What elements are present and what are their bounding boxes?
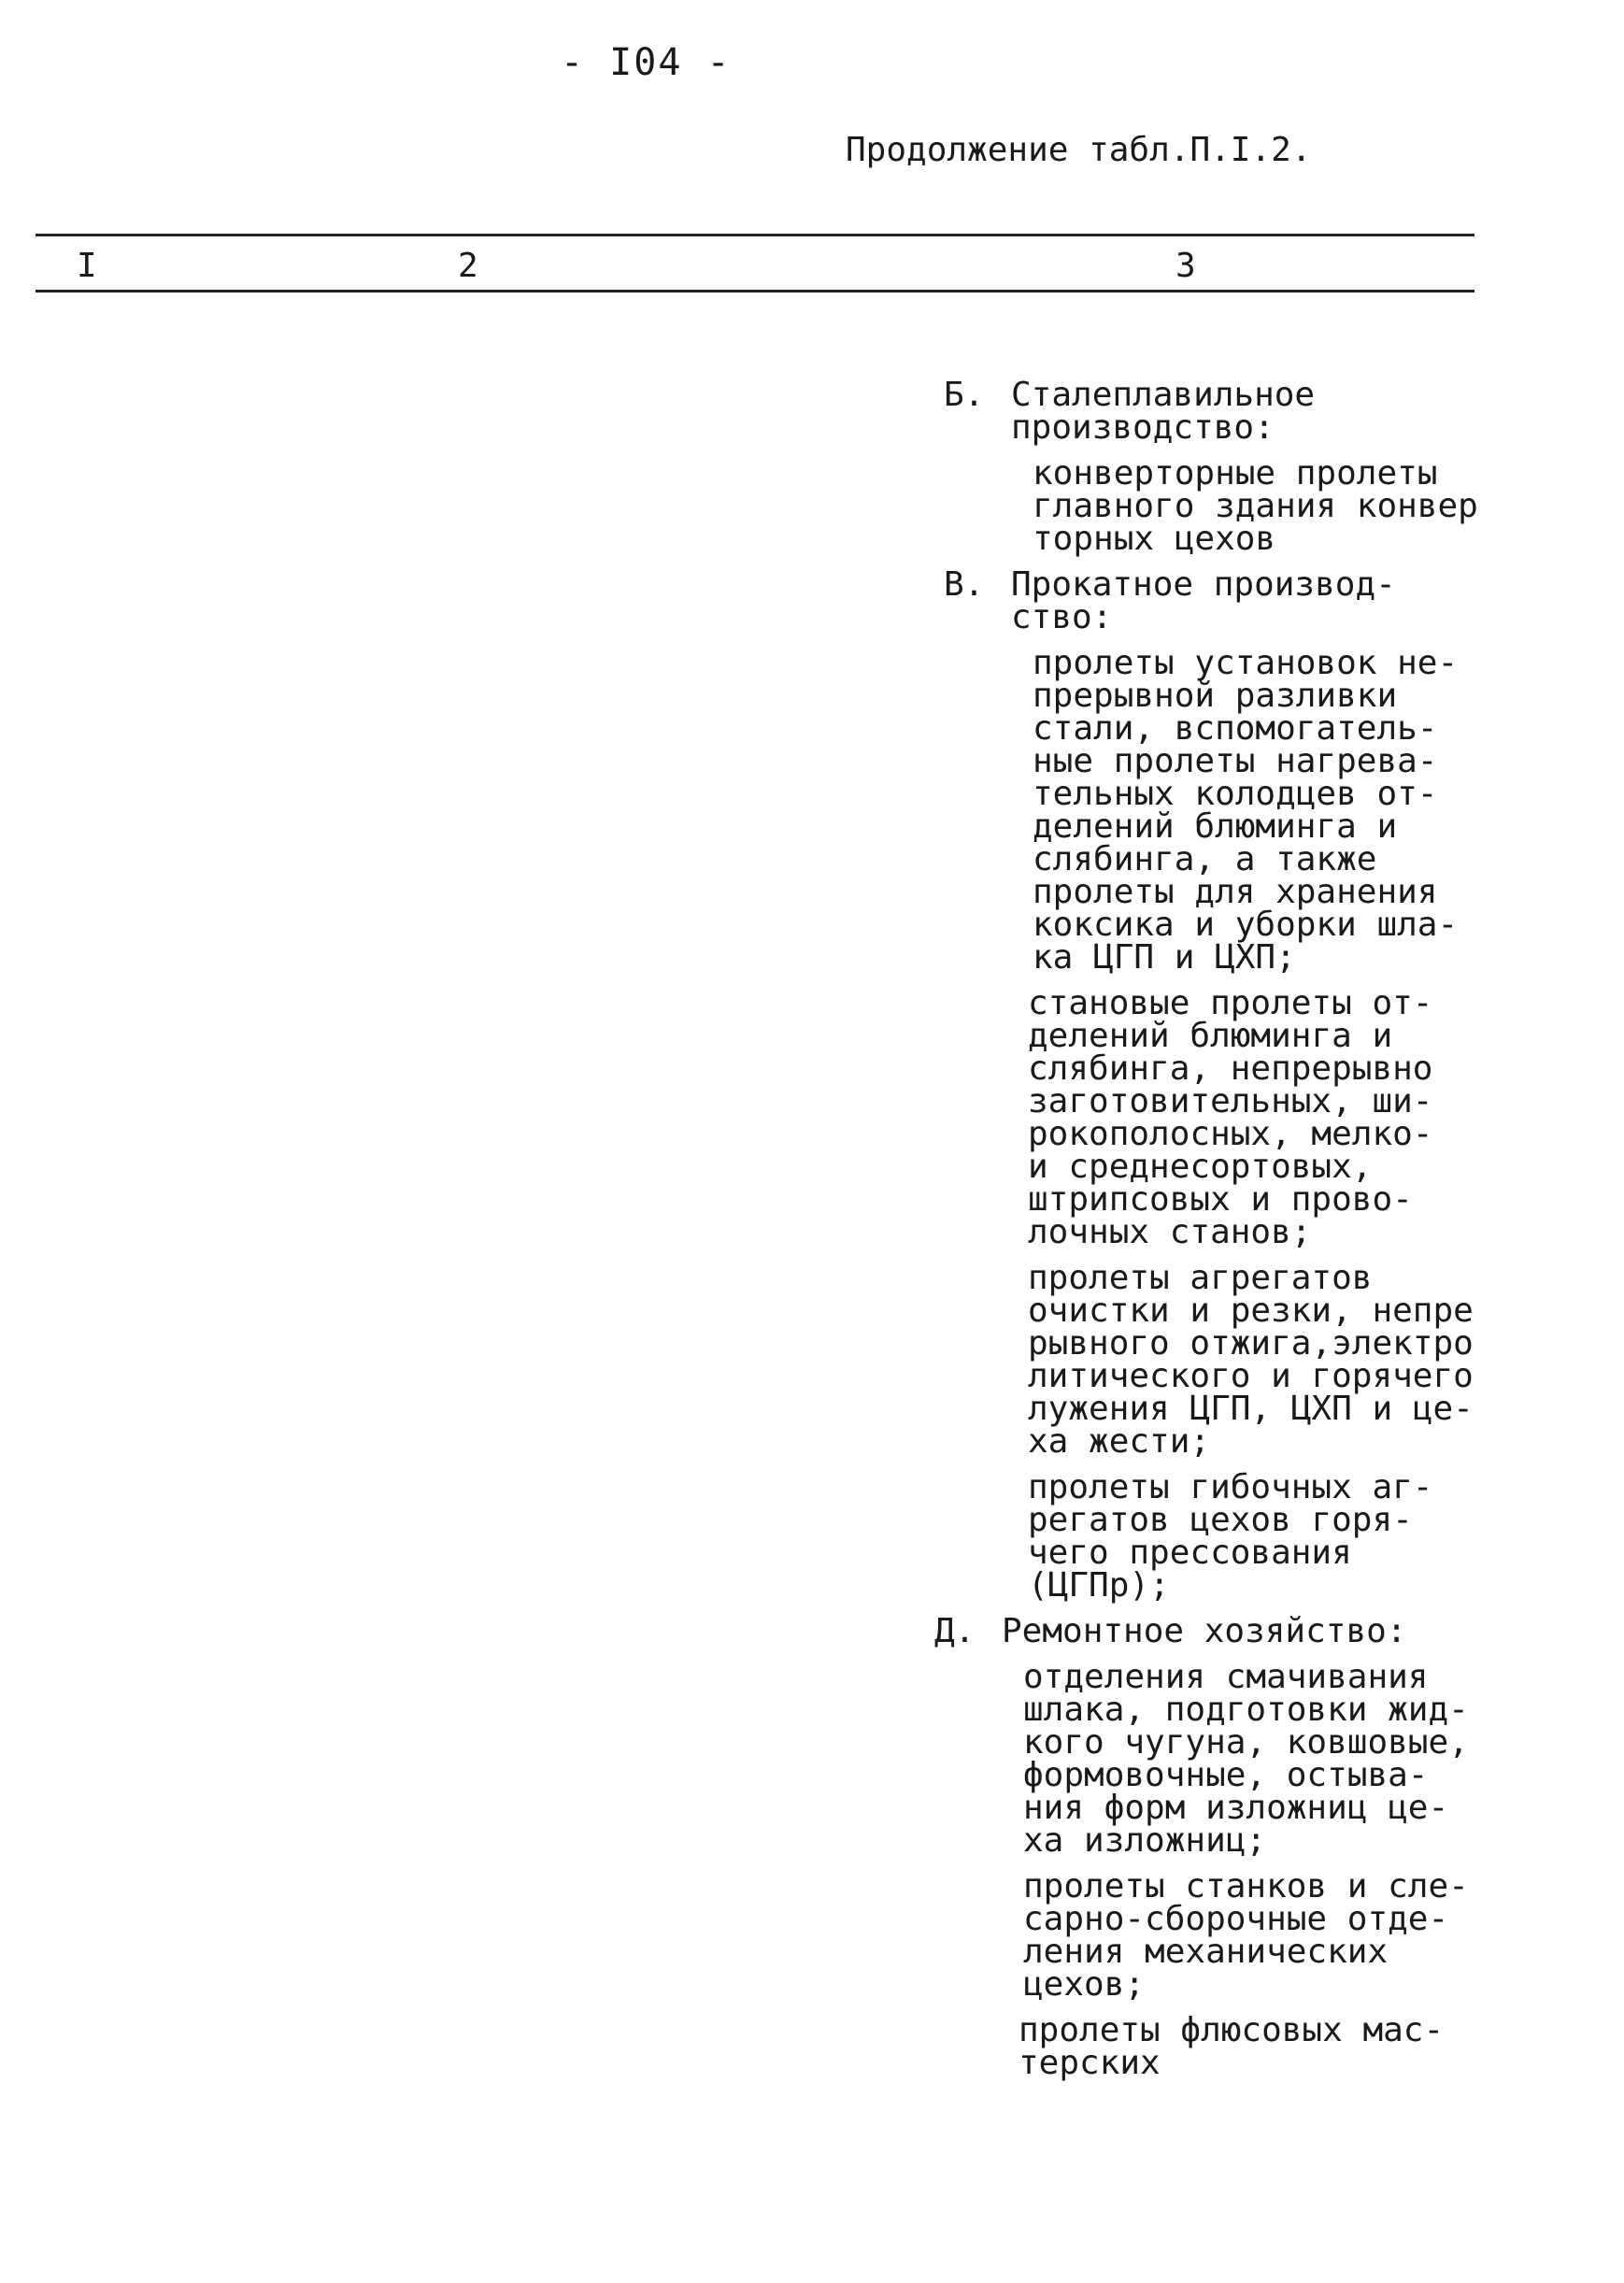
section-letter: Б. <box>944 376 985 414</box>
section-title: Ремонтное хозяйство: <box>1002 1612 1407 1650</box>
table-header-bottom-rule <box>36 290 1474 293</box>
list-item: становые пролеты от- делений блюминга и слябинга, непрерывно заготовительных, ши- рокополосных, мелко- и среднесортовых, штрипсовых и прово- лочных станов; <box>1028 984 1433 1251</box>
section-heading <box>944 376 1495 447</box>
section-title: Прокатное производ- ство: <box>1011 565 1396 636</box>
table-continuation-caption: Продолжение табл.П.I.2. <box>846 131 1312 169</box>
table-header-top-rule <box>36 234 1474 236</box>
list-item: пролеты станков и сле- сарно-сборочные отде- ления механических цехов; <box>1023 1867 1469 2004</box>
section-letter: Д. <box>934 1612 976 1650</box>
list-item: конверторные пролеты главного здания конвер торных цехов <box>1033 454 1478 558</box>
section-heading <box>944 565 1495 636</box>
column-3-content <box>934 369 1495 2082</box>
table-column-number-1: I <box>77 247 97 285</box>
page-number: - I04 - <box>561 41 732 84</box>
section-v <box>944 565 1495 1605</box>
section-d <box>934 1612 1495 2082</box>
list-item: пролеты агрегатов очистки и резки, непре рывного отжига,электро литического и горячего лужения ЦГП, ЦХП и це- ха жести; <box>1028 1259 1474 1461</box>
table-column-number-3: 3 <box>1175 247 1196 285</box>
section-b <box>944 376 1495 558</box>
section-title: Сталеплавильное производство: <box>1011 376 1316 447</box>
table-column-number-2: 2 <box>458 247 478 285</box>
list-item: пролеты флюсовых мас- терских <box>1019 2011 1445 2082</box>
section-letter: В. <box>944 565 985 604</box>
list-item: пролеты гибочных аг- регатов цехов горя- чего прессования (ЦГПр); <box>1028 1468 1433 1605</box>
list-item: пролеты установок не- прерывной разливки стали, вспомогатель- ные пролеты нагрева- тельных колодцев от- делений блюминга и слябинга, а также пролеты для хранения коксика и уборки шла- ка ЦГП и ЦХП; <box>1033 644 1459 977</box>
section-heading <box>934 1612 1495 1650</box>
list-item: отделения смачивания шлака, подготовки жид- кого чугуна, ковшовые, формовочные, остыва- ния форм изложниц це- ха изложниц; <box>1023 1658 1469 1860</box>
